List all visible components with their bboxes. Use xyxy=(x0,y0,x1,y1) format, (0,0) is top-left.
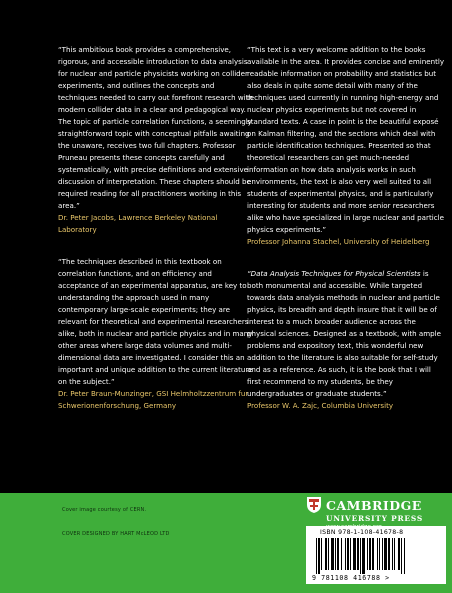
barcode-bar xyxy=(357,538,359,570)
publisher-press: UNIVERSITY PRESS xyxy=(326,514,423,523)
isbn-text: ISBN 978-1-108-41678-8 xyxy=(320,529,404,536)
quote-text: “This ambitious book provides a comprehensive, rigorous, and accessible introduction to data analysis for nuclear and particle physicists working on collider experiments, and outlines the concepts and techniques needed to carry out forefront research with modern collider data in a clear and pedagogical way. The topic of particle correlation functions, a seemingly straightforward topic with conceptual pitfalls awaiting the unaware, receives two full chapters. Professor Pruneau presents these concepts carefully and systematically, with precise definitions and extensive discussion of interpretation. These chapters should be required reading for all practitioners working in this area.” xyxy=(58,45,253,210)
barcode-bar xyxy=(353,538,356,570)
cambridge-logo xyxy=(306,496,446,530)
barcode-bar xyxy=(325,538,327,570)
barcode-bar xyxy=(394,538,395,570)
quote-text: “This text is a very welcome addition to the books available in the area. It provides concise and eminently readable information on probability and statistics but also deals in quite some detail with many of the techniques used currently in running high-energy and nuclear physics experiments but not covered in standard texts. A case in point is the beautiful exposé on Kalman filtering, and the sections which deal with particle identification techniques. Presented so that theoretical researchers can get much-needed information on how data analysis works in such environments, the text is also very well suited to all students of experimental physics, and is particularly interesting for students and more senior researchers alike who have specialized in large nuclear and particle physics experiments.” xyxy=(247,45,445,234)
quote-text-rest: is both monumental and accessible. While targeted towards data analysis methods in nuclear and particle physics, its breadth and depth insure that it will be of interest to a much broader audience across the physical sciences. Designed as a textbook, with ample problems and expository text, this wonderful new addition to the literature is also suitable for self-study and as a reference. As such, it is the book that I will first recommend to my students, be they undergraduates or graduate students.” xyxy=(247,269,441,398)
quote-text xyxy=(247,268,445,400)
barcode-bar xyxy=(401,538,402,574)
barcode-bar xyxy=(347,538,349,570)
book-title-italic: “Data Analysis Techniques for Physical Scientists xyxy=(247,269,421,278)
endorsement-jacobs xyxy=(58,44,254,236)
left-endorsements xyxy=(58,44,254,432)
quote-attribution: Dr. Peter Jacobs, Lawrence Berkeley National Laboratory xyxy=(58,213,218,234)
endorsement-zajc xyxy=(247,268,445,412)
cambridge-shield-icon xyxy=(306,496,322,514)
barcode-bar xyxy=(377,538,378,570)
barcode-bar xyxy=(341,538,342,570)
publisher-footer xyxy=(0,493,452,593)
barcode-bar xyxy=(345,538,346,570)
quote-attribution: Professor W. A. Zajc, Columbia University xyxy=(247,401,394,410)
barcode-bar xyxy=(316,538,317,574)
barcode-bar xyxy=(372,538,374,570)
barcode-bar xyxy=(337,538,339,570)
publisher-name: CAMBRIDGE xyxy=(326,497,422,513)
barcode-bar xyxy=(392,538,393,570)
barcode-bar xyxy=(350,538,351,570)
right-endorsements xyxy=(247,44,445,432)
barcode-bar xyxy=(379,538,380,570)
isbn-barcode xyxy=(306,526,446,584)
barcode-bar xyxy=(388,538,390,570)
barcode-bar xyxy=(362,538,365,574)
barcode-bar xyxy=(331,538,334,570)
barcode-number: 9 781108 416788 > xyxy=(312,574,390,582)
barcode-bar xyxy=(367,538,368,570)
barcode-bar xyxy=(404,538,405,574)
barcode-bar xyxy=(384,538,387,570)
barcode-bar xyxy=(321,538,322,570)
barcode-bar xyxy=(318,538,320,574)
cover-image-credit: Cover image courtesy of CERN. xyxy=(62,507,147,513)
barcode-bar xyxy=(328,538,329,570)
barcode-bar xyxy=(360,538,361,574)
quote-attribution: Dr. Peter Braun-Munzinger, GSI Helmholtzzentrum fur Schwerionenforschung, Germany xyxy=(58,389,249,410)
cover-designer-credit: COVER DESIGNED BY HART McLEOD LTD xyxy=(62,531,170,537)
barcode-bar xyxy=(335,538,336,570)
quote-text: “The techniques described in this textbook on correlation functions, and on efficiency and acceptance of an experimental apparatus, are key to understanding the approach used in many contemporary large-scale experiments; they are relevant for theoretical and experimental researchers alike, both in nuclear and particle physics and in many other areas where large data volumes and multi-dimensional data are investigated. I consider this an important and unique addition to the current literature on the subject.” xyxy=(58,257,253,386)
quote-attribution: Professor Johanna Stachel, University of Heidelberg xyxy=(247,237,430,246)
endorsement-stachel xyxy=(247,44,445,248)
barcode-bars xyxy=(316,538,438,574)
barcode-bar xyxy=(369,538,371,570)
endorsement-braun-munzinger xyxy=(58,256,254,412)
barcode-bar xyxy=(398,538,400,570)
barcode-bar xyxy=(382,538,383,570)
